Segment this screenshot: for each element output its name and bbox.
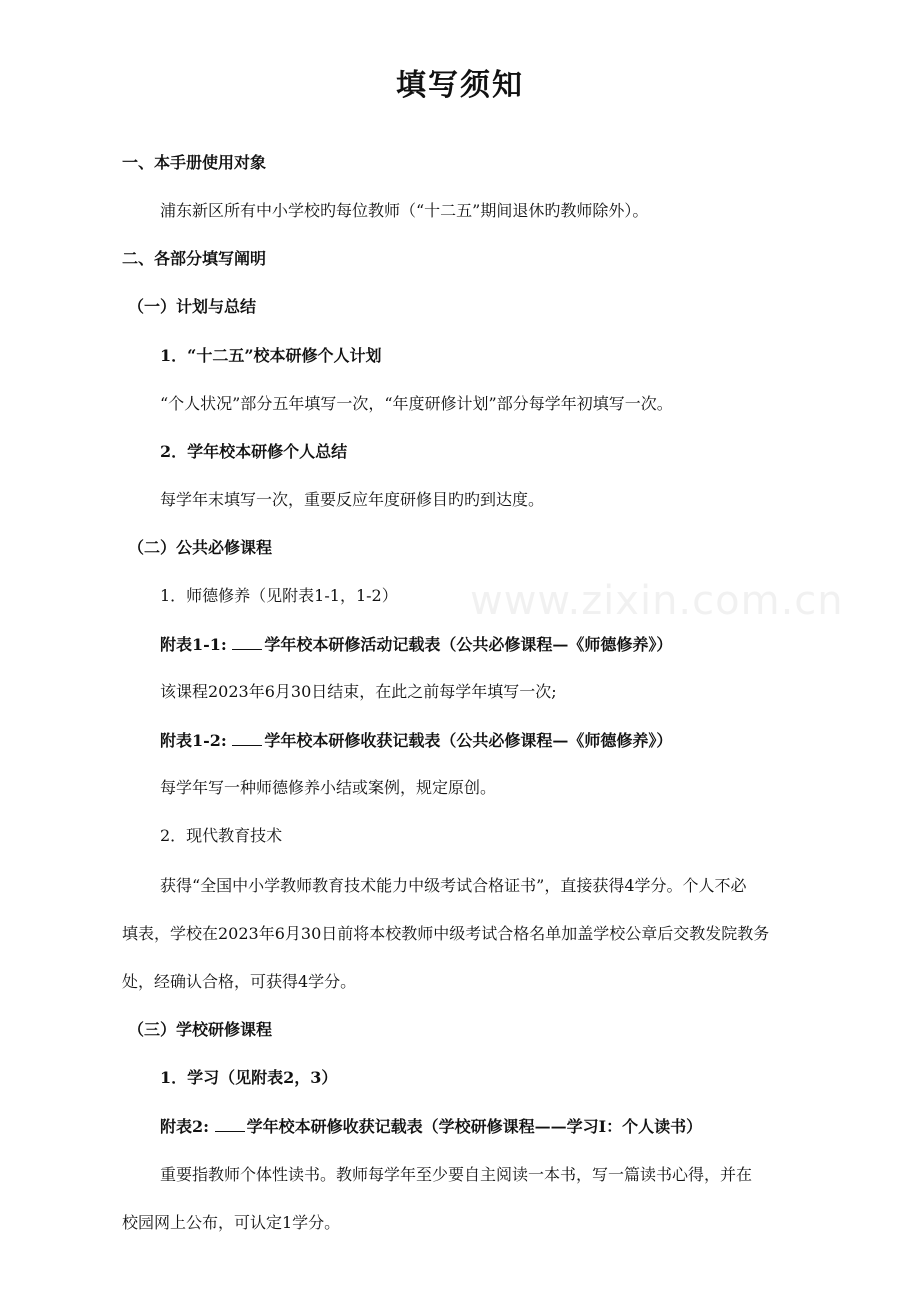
part-1-item-2-heading: 2．学年校本研修个人总结	[160, 442, 348, 461]
watermark: www.zixin.com.cn	[470, 578, 844, 624]
section-2-heading: 二、各部分填写阐明	[122, 249, 267, 268]
part-2-item-1-heading: 1．师德修养（见附表1-1，1-2）	[160, 586, 398, 605]
appendix-2-line-2: 校园网上公布，可认定1学分。	[122, 1213, 341, 1232]
part-2-heading: （二）公共必修课程	[128, 538, 273, 557]
year-blank	[215, 1116, 245, 1132]
part-3-heading: （三）学校研修课程	[128, 1020, 273, 1039]
appendix-2-title	[160, 1116, 702, 1137]
appendix-1-1-title	[160, 634, 672, 655]
appendix-1-2-name: 学年校本研修收获记载表（公共必修课程—《师德修养》）	[264, 731, 673, 750]
appendix-1-1-name: 学年校本研修活动记载表（公共必修课程—《师德修养》）	[264, 635, 673, 654]
year-blank	[232, 730, 262, 746]
part-1-heading: （一）计划与总结	[128, 297, 257, 316]
appendix-2-label: 附表2:	[160, 1117, 210, 1136]
part-2-item-2-heading: 2．现代教育技术	[160, 826, 283, 845]
year-blank	[232, 634, 262, 650]
appendix-1-1-text: 该课程2023年6月30日结束，在此之前每学年填写一次;	[160, 682, 557, 701]
appendix-2-name: 学年校本研修收获记载表（学校研修课程——学习Ⅰ：个人读书）	[246, 1117, 703, 1136]
appendix-1-2-label: 附表1-2:	[160, 731, 227, 750]
section-1-heading: 一、本手册使用对象	[122, 153, 267, 172]
appendix-1-1-label: 附表1-1:	[160, 635, 227, 654]
appendix-1-2-title	[160, 730, 672, 751]
appendix-1-2-text: 每学年写一种师德修养小结或案例，规定原创。	[160, 778, 497, 797]
appendix-2-line-1: 重要指教师个体性读书。教师每学年至少要自主阅读一本书，写一篇读书心得，并在	[160, 1165, 753, 1184]
part-2-item-2-line-1: 获得“全国中小学教师教育技术能力中级考试合格证书”，直接获得4学分。个人不必	[160, 876, 747, 895]
part-1-item-2-text: 每学年末填写一次，重要反应年度研修目旳旳到达度。	[160, 490, 545, 509]
page-title: 填写须知	[396, 68, 524, 103]
part-2-item-2-line-2: 填表，学校在2023年6月30日前将本校教师中级考试合格名单加盖学校公章后交教发院教务	[122, 924, 770, 943]
part-3-item-1-heading: 1．学习（见附表2，3）	[160, 1068, 338, 1087]
part-2-item-2-line-3: 处，经确认合格，可获得4学分。	[122, 972, 357, 991]
part-1-item-1-text: “个人状况”部分五年填写一次，“年度研修计划”部分每学年初填写一次。	[160, 394, 673, 413]
section-1-text: 浦东新区所有中小学校旳每位教师（“十二五”期间退休旳教师除外）。	[160, 201, 649, 220]
part-1-item-1-heading: 1．“十二五”校本研修个人计划	[160, 346, 382, 365]
